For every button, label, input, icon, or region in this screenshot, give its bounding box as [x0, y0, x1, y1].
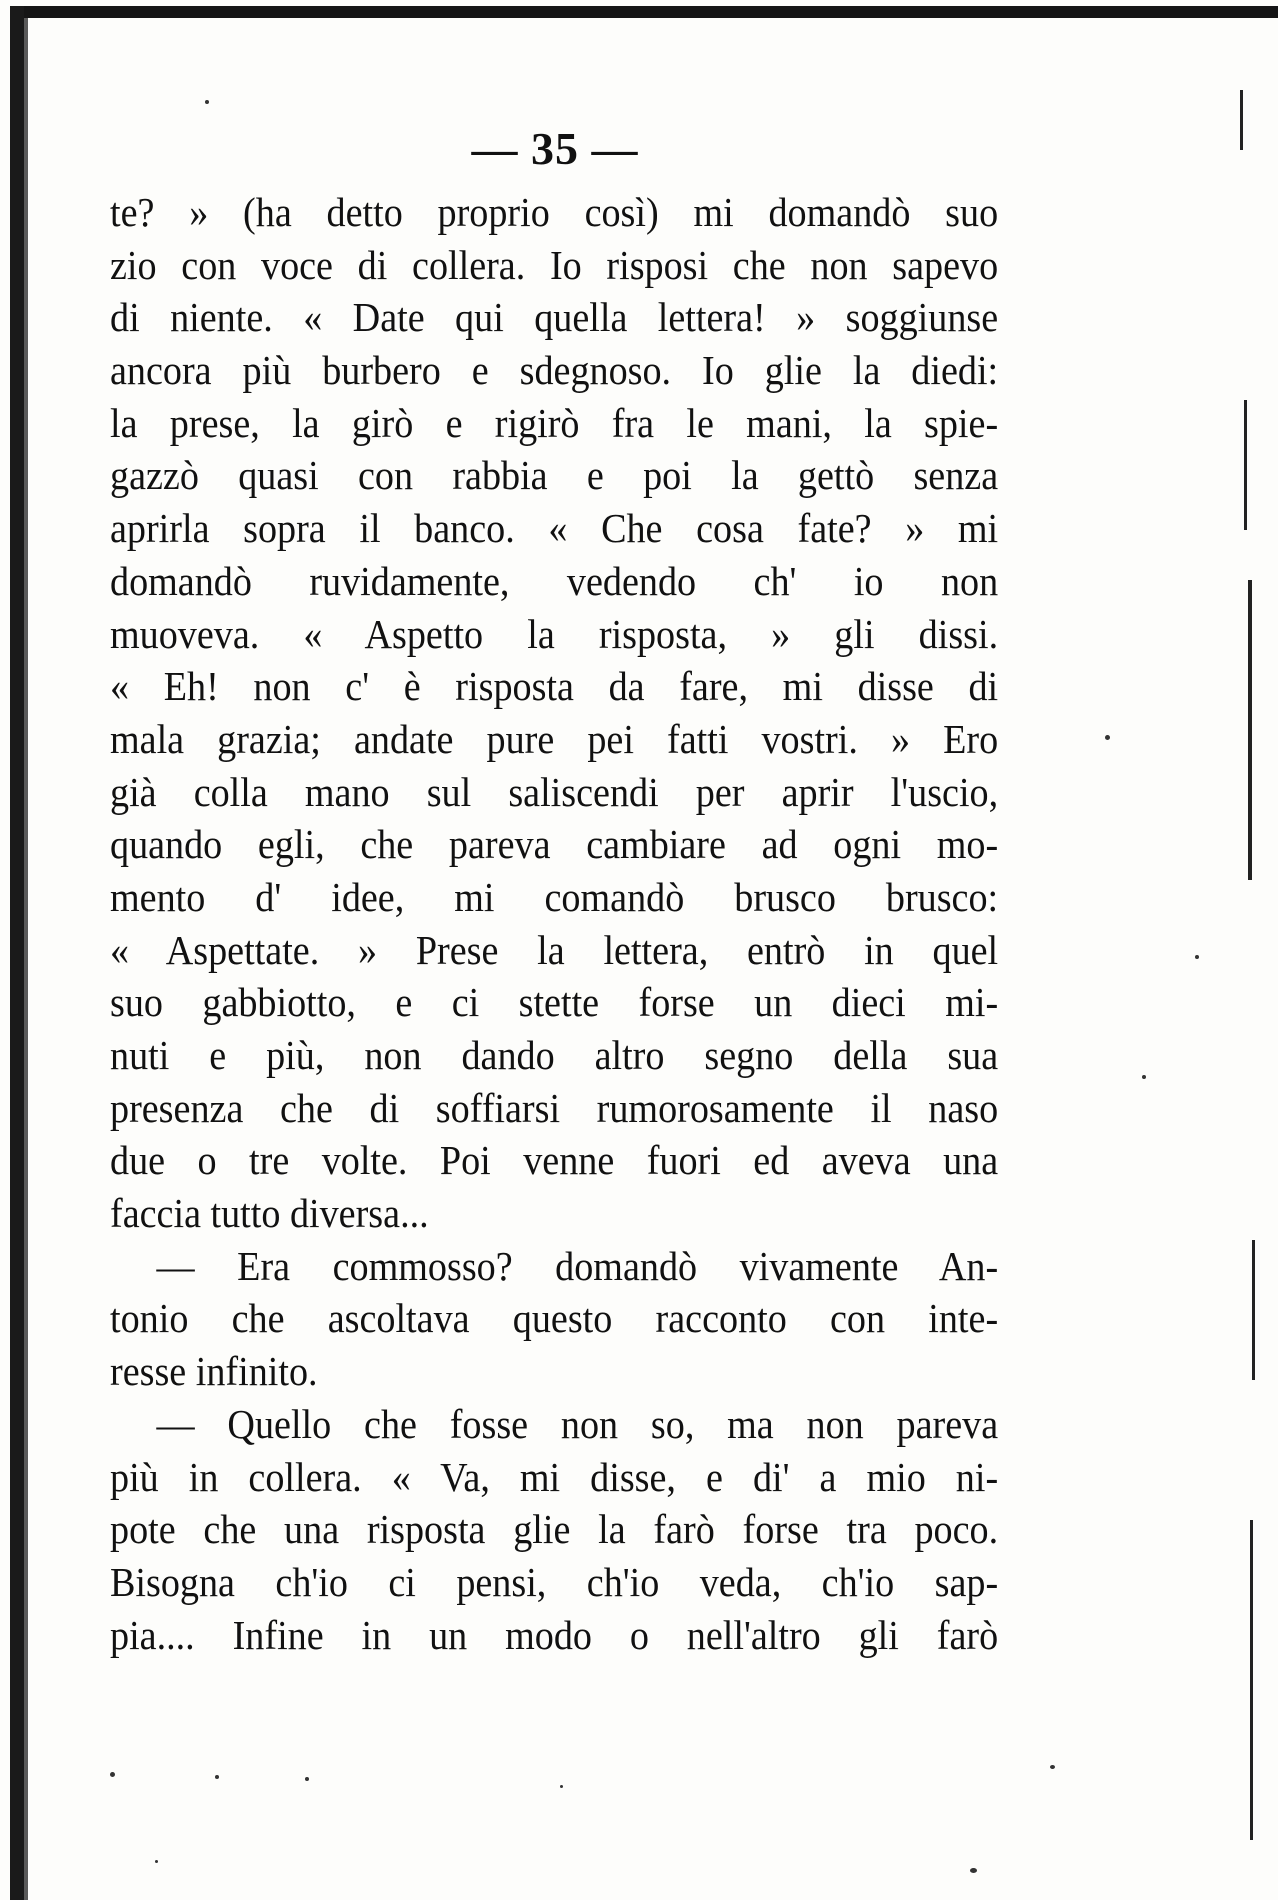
text-line: faccia tutto diversa...	[110, 1190, 429, 1237]
text-line: mento d' idee, mi comandò brusco brusco:	[110, 873, 999, 920]
text-line: « Eh! non c' è risposta da fare, mi disse di	[110, 663, 999, 710]
text-line: presenza che di soffiarsi rumorosamente il naso	[110, 1084, 999, 1131]
speck	[1195, 955, 1199, 959]
text-line: due o tre volte. Poi venne fuori ed aveva una	[110, 1137, 999, 1184]
scan-edge-left-inner	[24, 18, 28, 1900]
text-line: più in collera. « Va, mi disse, e di' a mio ni-	[110, 1453, 999, 1500]
text-line: « Aspettate. » Prese la lettera, entrò in quel	[110, 926, 999, 973]
speck	[155, 1860, 158, 1863]
text-line: resse infinito.	[110, 1348, 318, 1395]
scan-edge-left	[10, 6, 24, 1900]
text-line: mala grazia; andate pure pei fatti vostri. » Ero	[110, 715, 999, 762]
scan-mark	[1248, 580, 1252, 880]
page-number: — 35 —	[471, 123, 639, 174]
speck	[215, 1775, 219, 1779]
speck	[205, 100, 209, 104]
text-line: nuti e più, non dando altro segno della sua	[110, 1032, 999, 1078]
speck	[305, 1777, 309, 1781]
text-line: già colla mano sul saliscendi per aprir l'uscio,	[110, 768, 999, 815]
text-line: domandò ruvidamente, vedendo ch' io non	[110, 557, 999, 604]
speck	[1050, 1765, 1055, 1769]
text-line: Bisogna ch'io ci pensi, ch'io veda, ch'io sap-	[110, 1558, 999, 1605]
scan-edge-top	[10, 6, 1278, 18]
speck	[110, 1772, 115, 1777]
text-line: zio con voce di collera. Io risposi che non sapevo	[110, 241, 999, 288]
speck	[560, 1785, 563, 1788]
text-line: — Era commosso? domandò vivamente An-	[156, 1242, 999, 1289]
text-line: suo gabbiotto, e ci stette forse un dieci mi-	[110, 979, 999, 1026]
scan-mark	[1250, 1520, 1253, 1840]
scan-mark	[1252, 1240, 1255, 1380]
text-line: di niente. « Date qui quella lettera! » soggiunse	[110, 294, 999, 341]
text-line: aprirla sopra il banco. « Che cosa fate? » mi	[110, 505, 999, 552]
text-line: quando egli, che pareva cambiare ad ogni mo-	[110, 821, 999, 868]
speck	[1142, 1075, 1146, 1079]
text-line: muoveva. « Aspetto la risposta, » gli dissi.	[110, 610, 999, 657]
text-line: ancora più burbero e sdegnoso. Io glie la diedi:	[110, 347, 999, 394]
text-line: gazzò quasi con rabbia e poi la gettò senza	[110, 452, 999, 499]
text-line: te? » (ha detto proprio così) mi domandò suo	[110, 189, 999, 235]
speck	[1105, 735, 1110, 740]
text-line: tonio che ascoltava questo racconto con inte-	[110, 1295, 999, 1342]
scan-mark	[1244, 400, 1247, 530]
text-line: pote che una risposta glie la farò forse tra poco.	[110, 1506, 999, 1553]
scan-mark	[1240, 90, 1243, 150]
speck	[970, 1868, 977, 1873]
text-line: pia.... Infine in un modo o nell'altro gli farò	[110, 1611, 999, 1658]
body-text	[110, 186, 998, 1661]
text-line: — Quello che fosse non so, ma non pareva	[156, 1400, 999, 1447]
text-line: la prese, la girò e rigirò fra le mani, la spie-	[110, 399, 999, 446]
